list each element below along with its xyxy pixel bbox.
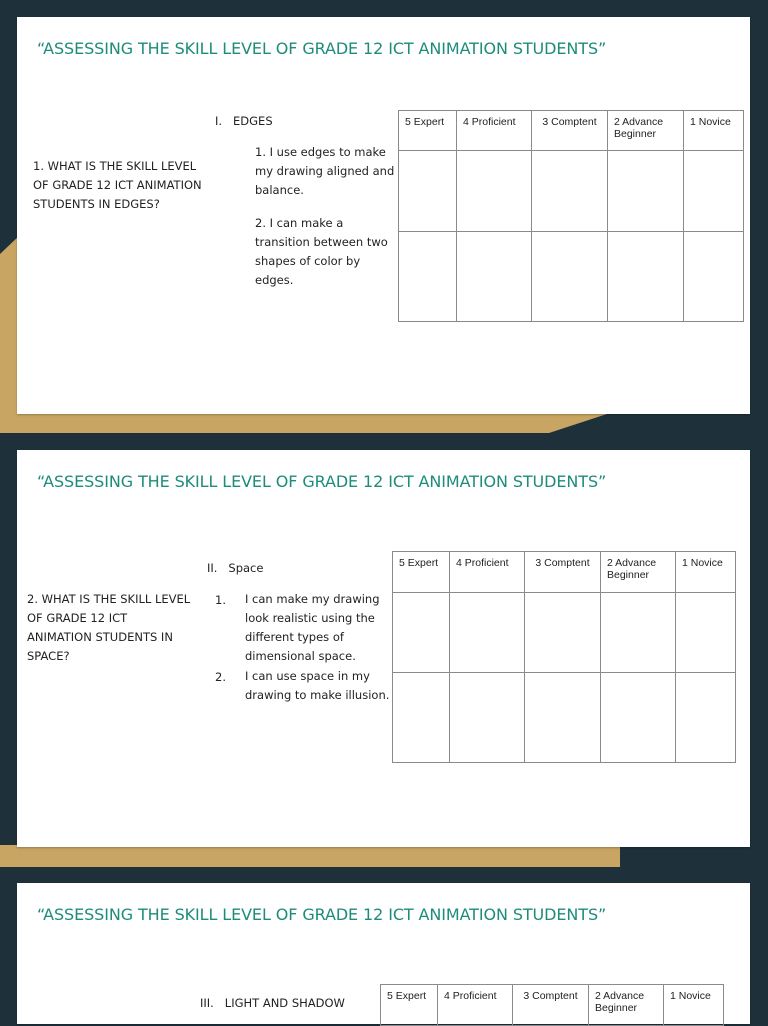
rating-table xyxy=(392,551,736,763)
rating-header: 3 Comptent xyxy=(513,985,589,1026)
rating-cell[interactable] xyxy=(608,151,684,232)
slide-title: “ASSESSING THE SKILL LEVEL OF GRADE 12 ICT ANIMATION STUDENTS” xyxy=(37,472,607,491)
gold-band-2-bottom xyxy=(0,845,620,867)
section-heading: II. Space xyxy=(207,561,264,575)
rating-cell[interactable] xyxy=(525,673,601,763)
rating-table xyxy=(398,110,744,322)
rating-row xyxy=(399,232,744,322)
rating-header: 2 Advance Beginner xyxy=(589,985,664,1026)
rating-header: 1 Novice xyxy=(684,111,744,151)
slide-light-and-shadow xyxy=(17,883,750,1024)
rating-header: 1 Novice xyxy=(676,552,736,593)
rating-header: 5 Expert xyxy=(381,985,438,1026)
rating-header: 3 Comptent xyxy=(532,111,608,151)
rating-header: 5 Expert xyxy=(393,552,450,593)
rating-cell[interactable] xyxy=(450,593,525,673)
rating-cell[interactable] xyxy=(532,151,608,232)
rating-cell[interactable] xyxy=(399,232,457,322)
rating-row xyxy=(393,673,736,763)
statement-2: 2. I can make a transition between two shapes of color by edges. xyxy=(255,216,388,287)
rating-header: 1 Novice xyxy=(664,985,724,1026)
slide-edges xyxy=(17,17,750,414)
rating-header: 4 Proficient xyxy=(438,985,513,1026)
rating-header: 3 Comptent xyxy=(525,552,601,593)
rating-header: 5 Expert xyxy=(399,111,457,151)
rating-cell[interactable] xyxy=(450,673,525,763)
rating-cell[interactable] xyxy=(393,593,450,673)
statement-number: 2. xyxy=(215,670,226,684)
statement-number: 1. xyxy=(215,593,226,607)
gold-band-1-bottom xyxy=(0,413,610,433)
rating-cell[interactable] xyxy=(532,232,608,322)
rating-cell[interactable] xyxy=(457,232,532,322)
rating-cell[interactable] xyxy=(676,673,736,763)
rating-cell[interactable] xyxy=(684,232,744,322)
rating-cell[interactable] xyxy=(676,593,736,673)
rating-row xyxy=(393,593,736,673)
rating-row xyxy=(399,151,744,232)
rating-cell[interactable] xyxy=(393,673,450,763)
rating-table xyxy=(380,984,724,1026)
rating-cell[interactable] xyxy=(684,151,744,232)
rating-header: 4 Proficient xyxy=(450,552,525,593)
statement-2: I can use space in my drawing to make illusion. xyxy=(245,669,390,702)
rating-cell[interactable] xyxy=(601,593,676,673)
slide-title: “ASSESSING THE SKILL LEVEL OF GRADE 12 ICT ANIMATION STUDENTS” xyxy=(37,39,607,58)
rating-cell[interactable] xyxy=(525,593,601,673)
rating-header: 4 Proficient xyxy=(457,111,532,151)
section-heading: III. LIGHT AND SHADOW xyxy=(200,996,345,1010)
rating-header: 2 Advance Beginner xyxy=(601,552,676,593)
statement-1: 1. I use edges to make my drawing aligned and balance. xyxy=(255,145,395,197)
rating-cell[interactable] xyxy=(601,673,676,763)
research-question: 1. WHAT IS THE SKILL LEVEL OF GRADE 12 ICT ANIMATION STUDENTS IN EDGES? xyxy=(33,159,202,211)
rating-cell[interactable] xyxy=(399,151,457,232)
slide-space xyxy=(17,450,750,847)
slide-title: “ASSESSING THE SKILL LEVEL OF GRADE 12 ICT ANIMATION STUDENTS” xyxy=(37,905,607,924)
section-heading: I. EDGES xyxy=(215,114,273,128)
research-question: 2. WHAT IS THE SKILL LEVEL OF GRADE 12 ICT ANIMATION STUDENTS IN SPACE? xyxy=(27,592,191,663)
statement-1: I can make my drawing look realistic using the different types of dimensional space. xyxy=(245,592,380,663)
rating-header: 2 Advance Beginner xyxy=(608,111,684,151)
rating-cell[interactable] xyxy=(608,232,684,322)
rating-cell[interactable] xyxy=(457,151,532,232)
